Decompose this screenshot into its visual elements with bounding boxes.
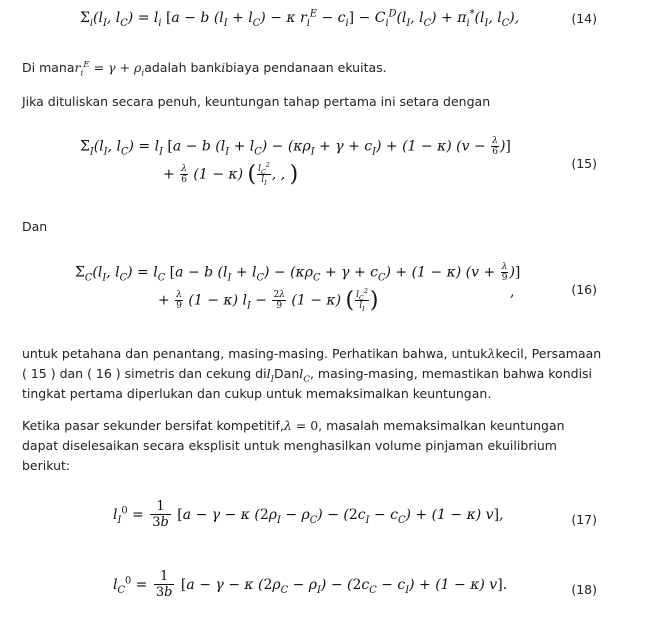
- text-petahana: untuk petahana dan penantang, masing-masing. Perhatikan bahwa, untuk: [22, 346, 488, 361]
- equation-16-comma: ,: [510, 284, 515, 300]
- text-simetris: ( 15 ) dan ( 16 ) simetris dan cekung di: [22, 366, 267, 381]
- text-adalah-bank: adalah bank: [144, 60, 222, 75]
- equation-16-line-1: $\Sigma_C(l_I$, $l_C) = l_C$ [a − b $(l_I + l_C) - (\kappa\rho_C + \gamma + c_C) + (1 - \kappa) (v$ + $\frac{\lambda}{9}$ )]: [75, 262, 521, 284]
- paragraph-symmetry-line-2: [22, 364, 622, 384]
- equation-14-body: $\Sigma_i(l_I$, $l_C) = l_i$ [a − b $(l_I + l_C) - \kappa$ $r_i^E - c_i] - C_i^D(l_I$, $l_C) + \pi_i^*(l_I$, $l_C$),: [80, 8, 520, 29]
- math-lambda-zero: λ = 0: [283, 418, 319, 433]
- text-di-mana: Di mana: [22, 60, 75, 75]
- text-masing: , masing-masing, memastikan bahwa kondisi: [309, 366, 593, 381]
- paragraph-competitive-line-1: [22, 416, 622, 436]
- text-masalah: , masalah memaksimalkan keuntungan: [318, 418, 565, 433]
- paragraph-definition: [22, 58, 622, 78]
- equation-17-body: $l_I^0$ = $\frac{1}{3b}$ [a − γ − κ $(2\rho_I - \rho_C) - (2c_I - c_C) + (1 - \kappa)$ v],: [113, 499, 504, 530]
- equation-17-number: (17): [571, 512, 597, 527]
- paragraph-full-form: [22, 92, 622, 112]
- text-ketika: Ketika pasar sekunder bersifat kompetitif,: [22, 418, 284, 433]
- text-full-form: Jika dituliskan secara penuh, keuntungan tahap pertama ini setara dengan: [22, 94, 491, 109]
- math-lI: $l_I$: [266, 366, 275, 385]
- text-kecil: kecil, Persamaan: [495, 346, 602, 361]
- equation-15-line-1: $\Sigma_I(l_I$, $l_C) = l_I$ [a − b $(l_I + l_C) - (\kappa\rho_I + \gamma + c_I) + (1 - \kappa) (v$ − $\frac{\lambda}{6}$ )]: [80, 136, 511, 158]
- paragraph-symmetry-line-3: [22, 384, 622, 404]
- equation-18-number: (18): [571, 582, 597, 597]
- math-riE: $r_i^E = \gamma + \rho_i$: [74, 59, 145, 79]
- text-tingkat: tingkat pertama diperlukan dan cukup untuk memaksimalkan keuntungan.: [22, 386, 492, 401]
- paragraph-competitive-line-2: [22, 436, 622, 456]
- math-i: i: [221, 60, 226, 75]
- text-dan: Dan: [22, 219, 48, 234]
- text-dan-inline: Dan: [274, 366, 300, 381]
- paragraph-dan: [22, 217, 622, 237]
- equation-16-line-2: + $\frac{\lambda}{9}$ (1 − κ) $l_I$ − $\frac{2\lambda}{9}$ (1 − κ) ( $\frac{l_C^2}{l_I}$ ): [158, 288, 379, 313]
- equation-14-number: (14): [571, 11, 597, 26]
- math-lambda: λ: [487, 346, 496, 361]
- equation-18-body: $l_C^0$ = $\frac{1}{3b}$ [a − γ − κ $(2\rho_C - \rho_I) - (2c_C - c_I) + (1 - \kappa)$ v].: [113, 569, 508, 600]
- text-biaya: biaya pendanaan ekuitas.: [225, 60, 387, 75]
- text-berikut: berikut:: [22, 458, 71, 473]
- paragraph-competitive: [22, 416, 622, 476]
- equation-15-line-2: + $\frac{\lambda}{6}$ (1 − κ) ( $\frac{l_C^2}{l_I}$ , , ): [163, 162, 299, 187]
- math-lC: $l_C$: [299, 366, 310, 385]
- paragraph-symmetry-line-1: [22, 344, 622, 364]
- paragraph-symmetry: [22, 344, 622, 404]
- paragraph-competitive-line-3: [22, 456, 622, 476]
- text-dapat: dapat diselesaikan secara eksplisit untuk menghasilkan volume pinjaman ekuilibrium: [22, 438, 557, 453]
- equation-15-number: (15): [571, 156, 597, 171]
- equation-16-number: (16): [571, 282, 597, 297]
